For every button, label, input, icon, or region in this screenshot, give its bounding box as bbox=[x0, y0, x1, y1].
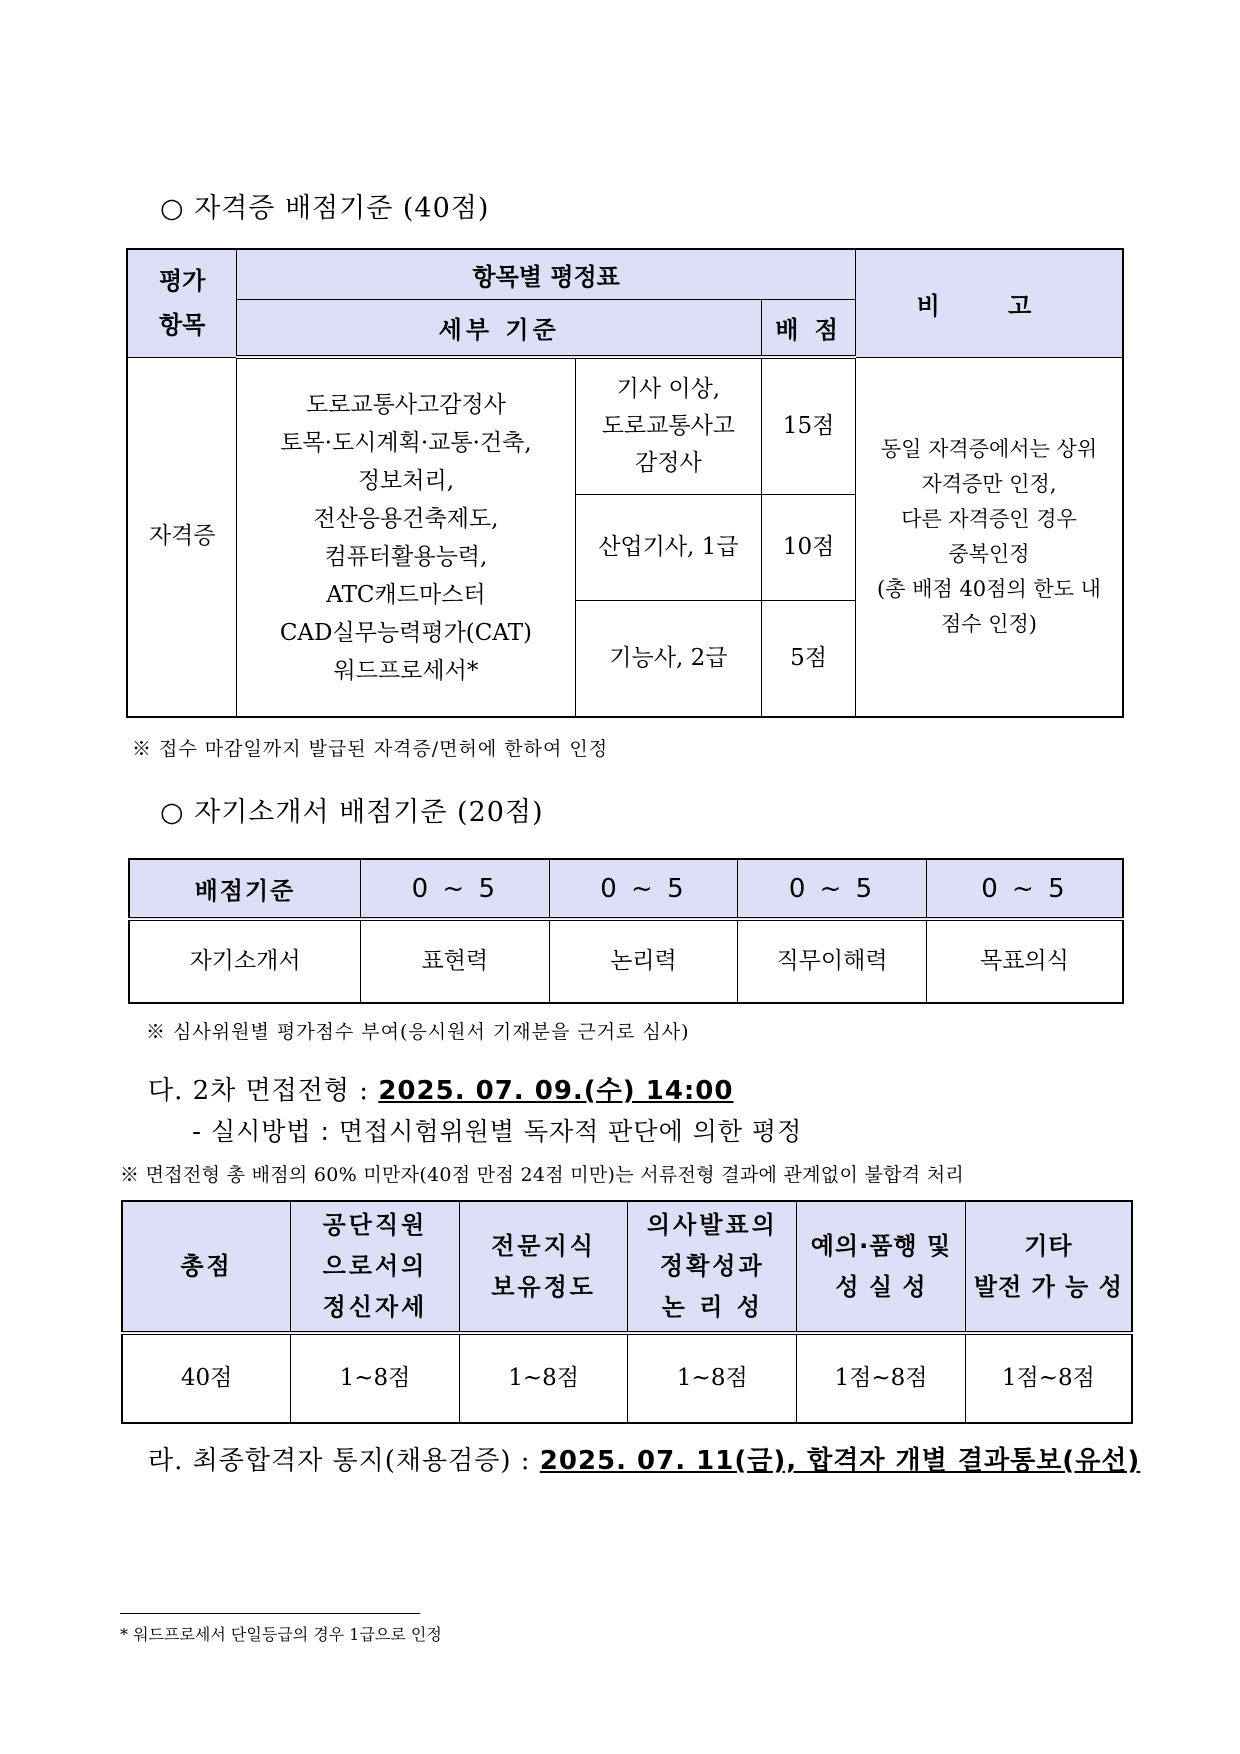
final-notice-detail: 2025. 07. 11(금), 합격자 개별 결과통보(유선) bbox=[539, 1446, 1141, 1476]
cert-item: CAD실무능력평가(CAT) bbox=[279, 619, 533, 646]
interview-heading bbox=[148, 1070, 733, 1107]
interview-score-table bbox=[121, 1200, 1133, 1424]
score-2: 10점 bbox=[762, 494, 856, 600]
score-3: 5점 bbox=[762, 600, 856, 717]
total-score: 40점 bbox=[122, 1333, 291, 1423]
header-line: 논 리 성 bbox=[661, 1293, 763, 1321]
cert-item: 정보처리, bbox=[357, 467, 455, 494]
header-manners bbox=[797, 1201, 966, 1333]
header-expression bbox=[628, 1201, 797, 1333]
score-range: 1점~8점 bbox=[965, 1333, 1132, 1423]
header-attitude bbox=[291, 1201, 460, 1333]
remark-line: 점수 인정) bbox=[940, 611, 1037, 636]
remark-line: 중복인정 bbox=[948, 541, 1030, 566]
criterion-cell: 직무이해력 bbox=[738, 919, 927, 1003]
header-total: 총점 bbox=[122, 1201, 291, 1333]
remark-line: 다른 자격증인 경우 bbox=[901, 506, 1077, 531]
interview-heading-label: 다. 2차 면접전형 : bbox=[148, 1076, 379, 1106]
section-heading-self-intro: ○ 자기소개서 배점기준 (20점) bbox=[160, 797, 544, 828]
level-line: 도로교통사고 bbox=[601, 412, 736, 439]
row-label-self-intro: 자기소개서 bbox=[129, 919, 361, 1003]
interview-method: - 실시방법 : 면접시험위원별 독자적 판단에 의한 평정 bbox=[192, 1117, 803, 1146]
final-notice-label: 라. 최종합격자 통지(채용검증) : bbox=[148, 1446, 540, 1476]
header-remark: 비 고 bbox=[856, 249, 1124, 357]
interview-note: ※ 면접전형 총 배점의 60% 미만자(40점 만점 24점 미만)는 서류전형 결과에 관계없이 불합격 처리 bbox=[120, 1164, 965, 1186]
header-eval-line: 평가 bbox=[158, 267, 206, 296]
header-line: 정신자세 bbox=[322, 1293, 428, 1321]
score-1: 15점 bbox=[762, 357, 856, 494]
interview-date: 2025. 07. 09.(수) 14:00 bbox=[378, 1076, 734, 1106]
remark-cell bbox=[856, 357, 1124, 717]
level-1 bbox=[575, 357, 762, 494]
header-knowledge bbox=[459, 1201, 628, 1333]
header-range: 0 ~ 5 bbox=[549, 859, 738, 919]
final-notice-heading bbox=[148, 1440, 1140, 1477]
header-line: 보유정도 bbox=[491, 1272, 596, 1301]
header-line: 의사발표의 bbox=[646, 1211, 778, 1239]
level-line: 기사 이상, bbox=[616, 375, 721, 402]
score-range: 1~8점 bbox=[459, 1333, 628, 1423]
footnote: * 워드프로세서 단일등급의 경우 1급으로 인정 bbox=[120, 1625, 442, 1644]
level-2: 산업기사, 1급 bbox=[575, 494, 762, 600]
header-line: 성 실 성 bbox=[835, 1272, 927, 1301]
score-range: 1점~8점 bbox=[797, 1333, 966, 1423]
footnote-divider bbox=[120, 1613, 420, 1614]
header-line: 공단직원 bbox=[322, 1211, 428, 1239]
header-criteria: 배점기준 bbox=[129, 859, 361, 919]
score-range: 1~8점 bbox=[291, 1333, 460, 1423]
remark-line: (총 배점 40점의 한도 내 bbox=[877, 576, 1101, 601]
self-intro-note: ※ 심사위원별 평가점수 부여(응시원서 기재분을 근거로 심사) bbox=[146, 1021, 690, 1043]
certificate-score-table bbox=[126, 248, 1124, 718]
self-intro-score-table bbox=[128, 858, 1124, 1004]
header-line: 으로서의 bbox=[322, 1252, 428, 1280]
header-line: 발전 가 능 성 bbox=[973, 1272, 1123, 1301]
header-score: 배 점 bbox=[762, 299, 856, 357]
header-group: 항목별 평정표 bbox=[237, 249, 856, 299]
header-range: 0 ~ 5 bbox=[738, 859, 927, 919]
cert-item: ATC캐드마스터 bbox=[326, 581, 486, 608]
remark-line: 자격증만 인정, bbox=[921, 471, 1057, 496]
section-heading-certificates: ○ 자격증 배점기준 (40점) bbox=[160, 193, 490, 224]
cert-item: 컴퓨터활용능력, bbox=[324, 543, 488, 570]
criterion-cell: 논리력 bbox=[549, 919, 738, 1003]
cert-item: 워드프로세서* bbox=[333, 657, 479, 684]
level-3: 기능사, 2급 bbox=[575, 600, 762, 717]
header-detail: 세부 기준 bbox=[237, 299, 762, 357]
header-line: 기타 bbox=[1024, 1231, 1073, 1260]
header-eval-item bbox=[127, 249, 237, 357]
cert-item: 전산응용건축제도, bbox=[313, 505, 499, 532]
certificate-note: ※ 접수 마감일까지 발급된 자격증/면허에 한하여 인정 bbox=[132, 738, 609, 760]
cert-item: 토목·도시계획·교통·건축, bbox=[280, 429, 532, 456]
remark-line: 동일 자격증에서는 상위 bbox=[880, 436, 1098, 461]
header-potential bbox=[965, 1201, 1132, 1333]
header-line: 예의·품행 및 bbox=[810, 1231, 952, 1260]
level-line: 감정사 bbox=[635, 449, 702, 476]
certificate-list bbox=[237, 357, 575, 717]
criterion-cell: 표현력 bbox=[361, 919, 550, 1003]
row-label-certificate: 자격증 bbox=[127, 357, 237, 717]
cert-item: 도로교통사고감정사 bbox=[305, 391, 506, 418]
criterion-cell: 목표의식 bbox=[926, 919, 1123, 1003]
header-range: 0 ~ 5 bbox=[926, 859, 1123, 919]
header-line: 정확성과 bbox=[659, 1252, 765, 1280]
header-line: 전문지식 bbox=[491, 1231, 596, 1260]
header-range: 0 ~ 5 bbox=[361, 859, 550, 919]
score-range: 1~8점 bbox=[628, 1333, 797, 1423]
header-eval-line: 항목 bbox=[158, 311, 206, 340]
